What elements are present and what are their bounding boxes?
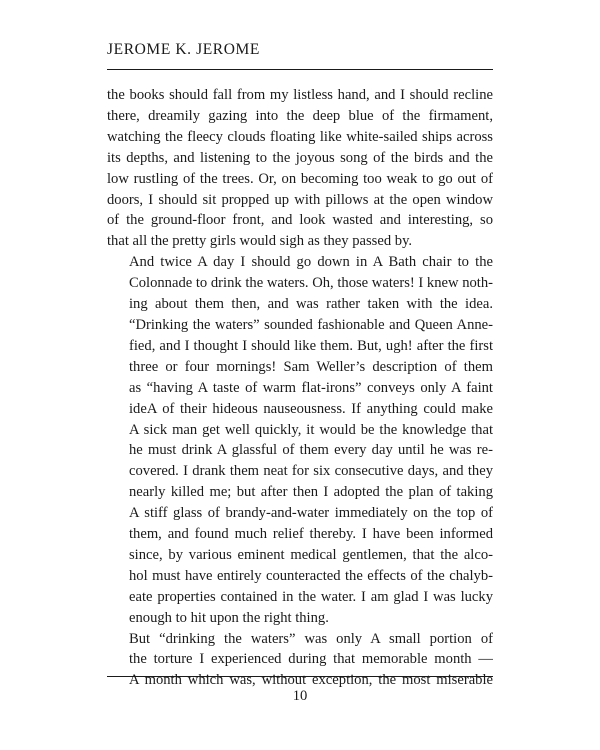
text-line: ideA of their hideous nauseousness. If anything could make bbox=[129, 400, 493, 417]
header-rule bbox=[107, 69, 493, 70]
text-line: doors, I should sit propped up with pillows at the open window bbox=[107, 191, 493, 208]
text-line: he must drink A glassful of them every day until he was re- bbox=[129, 442, 493, 459]
text-line: “Drinking the waters” sounded fashionable and Queen Anne- bbox=[129, 316, 493, 333]
running-head: JEROME K. JEROME bbox=[107, 41, 260, 58]
text-line: its depths, and listening to the joyous song of the birds and the bbox=[107, 149, 493, 166]
text-line: low rustling of the trees. Or, on becoming too weak to go out of bbox=[107, 170, 493, 187]
text-line: A stiff glass of brandy-and-water immediately on the top of bbox=[129, 505, 493, 522]
text-line: of the ground-floor front, and look wasted and interesting, so bbox=[107, 212, 493, 229]
text-line: fied, and I thought I should like them. But, ugh! after the first bbox=[129, 337, 493, 354]
paragraph bbox=[107, 85, 493, 252]
text-line: A month which was, without exception, the most miserable bbox=[129, 672, 493, 689]
page-number: 10 bbox=[292, 688, 308, 704]
text-line: as “having A taste of warm flat-irons” conveys only A faint bbox=[129, 379, 493, 396]
text-line: covered. I drank them neat for six consecutive days, and they bbox=[129, 463, 493, 480]
text-line: there, dreamily gazing into the deep blue of the firmament, bbox=[107, 107, 493, 124]
footer-rule bbox=[107, 676, 493, 677]
text-line: Colonnade to drink the waters. Oh, those waters! I knew noth- bbox=[129, 275, 493, 292]
text-line: the torture I experienced during that memorable month — bbox=[129, 651, 493, 668]
text-line: since, by various eminent medical gentlemen, that the alco- bbox=[129, 546, 493, 563]
paragraph bbox=[107, 629, 493, 692]
text-line: three or four mornings! Sam Weller’s description of them bbox=[129, 358, 493, 375]
text-line: And twice A day I should go down in A Bath chair to the bbox=[129, 254, 493, 271]
text-line: them, and found much relief thereby. I have been informed bbox=[129, 526, 493, 543]
body-text bbox=[107, 85, 493, 691]
text-line: A sick man get well quickly, it would be the knowledge that bbox=[129, 421, 493, 438]
text-line: ing about them then, and was rather taken with the idea. bbox=[129, 296, 493, 313]
text-line: nearly killed me; but after then I adopted the plan of taking bbox=[129, 484, 493, 501]
text-line: enough to hit upon the right thing. bbox=[129, 609, 329, 626]
text-line: But “drinking the waters” was only A small portion of bbox=[129, 630, 493, 647]
text-line: that all the pretty girls would sigh as they passed by. bbox=[107, 233, 413, 250]
paragraph bbox=[107, 252, 493, 628]
text-line: watching the fleecy clouds floating like white-sailed ships across bbox=[107, 128, 493, 145]
text-line: the books should fall from my listless hand, and I should recline bbox=[107, 87, 493, 103]
text-line: hol must have entirely counteracted the effects of the chalyb- bbox=[129, 567, 493, 584]
text-line: eate properties contained in the water. I am glad I was lucky bbox=[129, 588, 493, 605]
